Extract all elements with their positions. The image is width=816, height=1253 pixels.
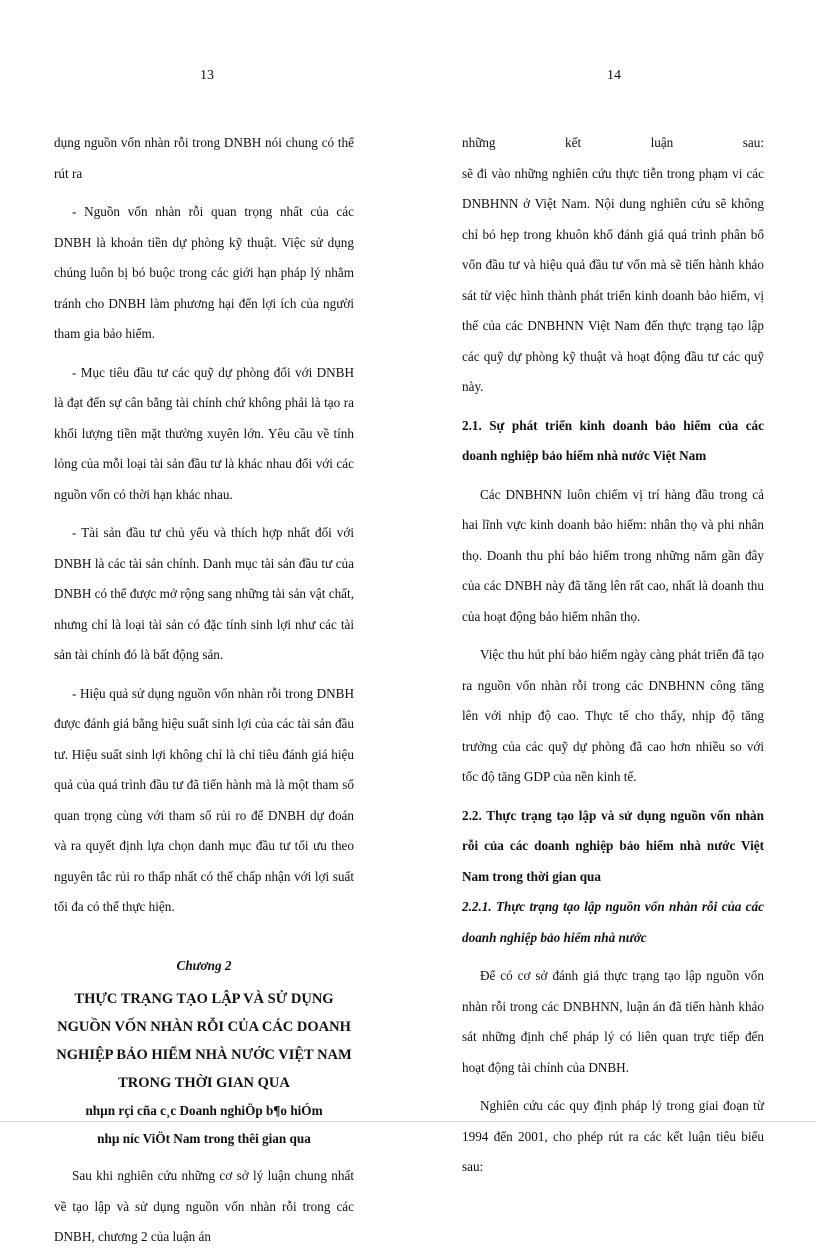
chapter-garbled-line: nhµn rçi cña c¸c Doanh nghiÖp b¶o hiÓm: [85, 1103, 323, 1118]
page-number-left: 13: [200, 68, 214, 83]
right-page-column: [462, 128, 764, 1183]
paragraph: sẽ đi vào những nghiên cứu thực tiễn trong phạm vi các DNBHNN ở Việt Nam. Nội dung nghiên cứu sẽ không chỉ bó hẹp trong khuôn khổ đánh giá quá trình phân bổ vốn đầu tư và hiệu quả đầu tư vốn mà sẽ tiến hành khảo sát từ việc hình thành phát triển kinh doanh bảo hiểm, vị thế của các DNBHNN Việt Nam đến thực trạng tạo lập các quỹ dự phòng kỹ thuật và hoạt động đầu tư các quỹ này.: [462, 165, 764, 394]
chapter-garbled-line: nhµ níc ViÖt Nam trong thêi gian qua: [97, 1131, 311, 1146]
paragraph: - Tài sản đầu tư chủ yếu và thích hợp nhất đối với DNBH là các tài sản chính. Danh mục tài sản đầu tư của DNBH có thể được mở rộng sang những tài sản vật chất, nhưng chỉ là loại tài sản có đặc tính sinh lợi như các tài sản tài chính đó là bất động sản.: [54, 525, 354, 662]
paragraph: dụng nguồn vốn nhàn rỗi trong DNBH nói chung có thể rút ra: [54, 135, 354, 181]
page-bottom-edge: [0, 1121, 816, 1122]
paragraph: Nghiên cứu các quy định pháp lý trong giai đoạn từ 1994 đến 2001, cho phép rút ra các kết luận tiêu biểu sau:: [462, 1098, 764, 1174]
section-heading: 2.2. Thực trạng tạo lập và sử dụng nguồn vốn nhàn rỗi của các doanh nghiệp bảo hiểm nhà nước Việt Nam trong thời gian qua: [462, 807, 764, 884]
page-number-right: 14: [607, 68, 621, 83]
paragraph: - Mục tiêu đầu tư các quỹ dự phòng đối với DNBH là đạt đến sự cân bằng tài chính chứ không phải là tạo ra khối lượng tiền mặt thường xuyên lớn. Yêu cầu về tính lỏng của mỗi loại tài sản đầu tư là khác nhau đối với các nguồn vốn có thời hạn khác nhau.: [54, 364, 354, 502]
left-page-column: [54, 128, 354, 1253]
chapter-title: THỰC TRẠNG TẠO LẬP VÀ SỬ DỤNG NGUỒN VỐN NHÀN RỖI CỦA CÁC DOANH NGHIỆP BẢO HIỂM NHÀ NƯỚC VIỆT NAM TRONG THỜI GIAN QUA: [56, 991, 352, 1091]
paragraph: Việc thu hút phí bảo hiểm ngày càng phát triển đã tạo ra nguồn vốn nhàn rỗi trong các DNBHNN công tăng lên với nhịp độ cao. Thực tế cho thấy, nhịp độ tăng trưởng của các quỹ dự phòng đã cao hơn nhiều so với tốc độ tăng GDP của nền kinh tế.: [462, 647, 764, 784]
paragraph: Các DNBHNN luôn chiếm vị trí hàng đầu trong cả hai lĩnh vực kinh doanh bảo hiểm: nhân thọ và phi nhân thọ. Doanh thu phí bảo hiểm trong những năm gần đây của các DNBH này đã tăng lên rất cao, nhất là doanh thu của hoạt động bảo hiểm nhân thọ.: [462, 486, 764, 624]
section-heading: 2.1. Sự phát triển kinh doanh bảo hiểm của các doanh nghiệp bảo hiểm nhà nước Việt Nam: [462, 417, 764, 463]
paragraph: Để có cơ sở đánh giá thực trạng tạo lập nguồn vốn nhàn rỗi trong các DNBHNN, luận án đã tiến hành khảo sát những định chế pháp lý có liên quan trực tiếp đến hoạt động tài chính của DNBH.: [462, 968, 764, 1075]
paragraph: Sau khi nghiên cứu những cơ sở lý luận chung nhất về tạo lập và sử dụng nguồn vốn nhàn rỗi trong các DNBH, chương 2 của luận án: [54, 1168, 354, 1244]
paragraph: những kết luận sau:: [462, 135, 764, 150]
paragraph: - Hiệu quả sử dụng nguồn vốn nhàn rỗi trong DNBH được đánh giá bằng hiệu suất sinh lợi của các tài sản đầu tư. Hiệu suất sinh lợi không chỉ là chỉ tiêu đánh giá hiệu quả của quá trình đầu tư đã tiến hành mà là một tham số quan trọng cùng với tham số rủi ro để DNBH dự đoán và ra quyết định lựa chọn danh mục đầu tư tối ưu theo nguyên tắc rủi ro thấp nhất có thể chấp nhận với lợi suất tối đa có thể thực hiện.: [54, 685, 354, 914]
subsection-heading: 2.2.1. Thực trạng tạo lập nguồn vốn nhàn rỗi của các doanh nghiệp bảo hiểm nhà nước: [462, 899, 764, 945]
paragraph: - Nguồn vốn nhàn rỗi quan trọng nhất của các DNBH là khoản tiền dự phòng kỹ thuật. Việc sử dụng chúng luôn bị bó buộc trong các giới hạn pháp lý nhằm tránh cho DNBH làm phương hại đến lợi ích của người tham gia bảo hiểm.: [54, 204, 354, 341]
chapter-label: Chương 2: [176, 957, 232, 973]
